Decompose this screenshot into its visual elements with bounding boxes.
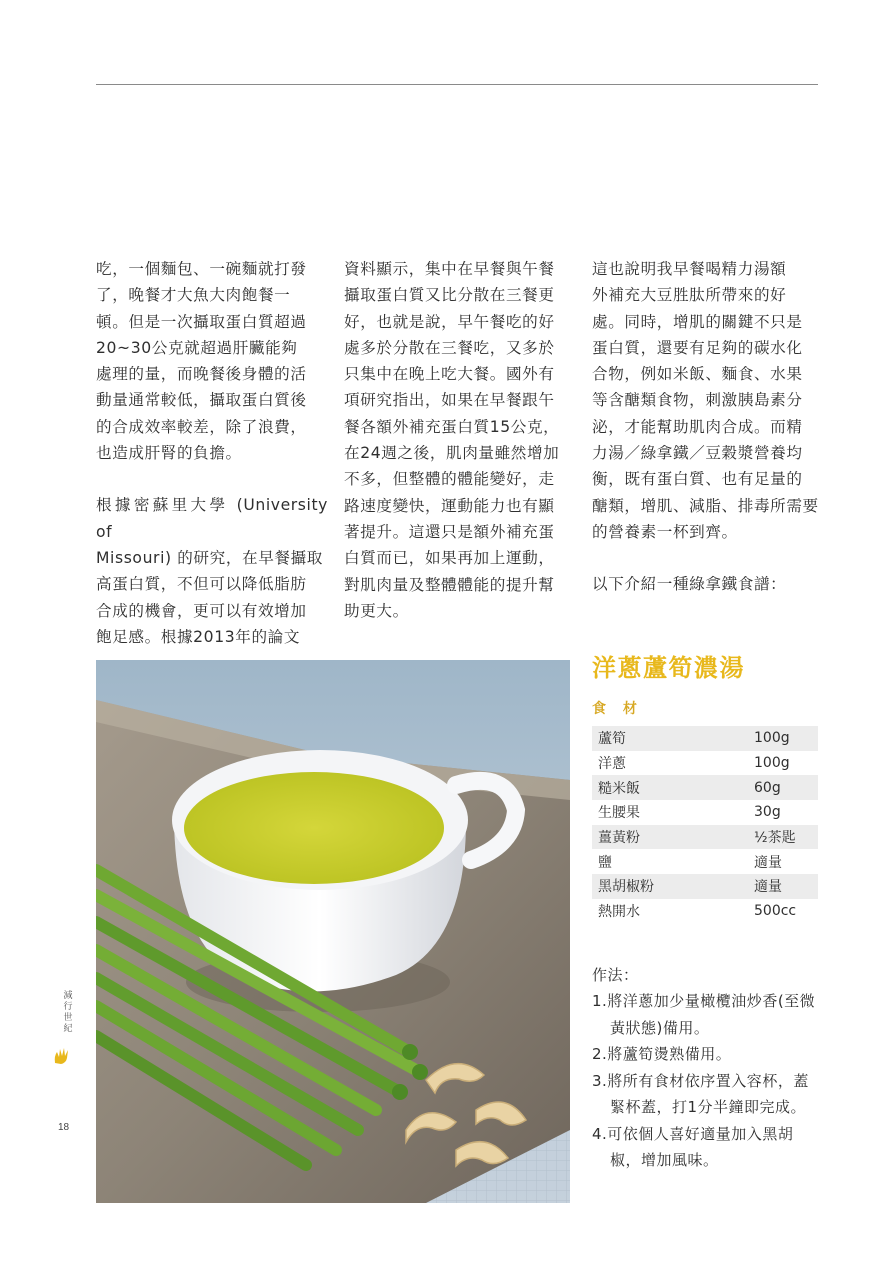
- paragraph: 資料顯示，集中在早餐與午餐 攝取蛋白質又比分散在三餐更 好，也就是說，早午餐吃的好 處多於分散在三餐吃，又多於 只集中在晚上吃大餐。國外有 項研究指出，如果在早餐跟午 餐各額外補充蛋白質15公克， 在24週之後，肌肉量雖然增加 不多，但整體的體能變好，走 路速度變快，運動能力也有顯 著提升。這還只是額外補充蛋 白質而已，如果再加上運動， 對肌肉量及整體體能的提升幫 助更大。: [344, 260, 560, 620]
- ingredient-amount: 適量: [754, 854, 782, 871]
- ingredient-name: 熱開水: [598, 904, 640, 921]
- recipe-panel: [592, 648, 820, 1174]
- method-step: 3.將所有食材依序置入容杯，蓋緊杯蓋，打1分半鐘即完成。: [592, 1071, 809, 1116]
- ingredient-amount: 100g: [754, 755, 790, 772]
- table-row: [592, 800, 818, 825]
- paragraph: 吃，一個麵包、一碗麵就打發 了，晚餐才大魚大肉飽餐一 頓。但是一次攝取蛋白質超過 20~30公克就超過肝臟能夠 處理的量，而晚餐後身體的活 動量通常較低，攝取蛋白質後 的合成效率較差，除了浪費， 也造成肝腎的負擔。: [96, 260, 307, 463]
- method-section: [592, 962, 820, 1174]
- ingredient-name: 蘆筍: [598, 731, 626, 748]
- hand-icon: [52, 1046, 72, 1066]
- method-step: 4.可依個人喜好適量加入黑胡椒，增加風味。: [592, 1124, 794, 1169]
- ingredient-name: 薑黃粉: [598, 830, 640, 847]
- text-column-2: [344, 256, 576, 624]
- method-step: 1.將洋蔥加少量橄欖油炒香(至微黃狀態)備用。: [592, 992, 816, 1037]
- side-title: 減行世紀: [61, 990, 72, 1034]
- recipe-title: 洋蔥蘆筍濃湯: [592, 654, 745, 682]
- text-column-1: [96, 256, 328, 650]
- table-row: [592, 874, 818, 899]
- paragraph: 以下介紹一種綠拿鐵食譜：: [592, 575, 787, 594]
- text-column-3: [592, 256, 824, 598]
- ingredients-heading: 食 材: [592, 701, 643, 717]
- ingredients-table: [592, 726, 818, 924]
- ingredient-amount: 60g: [754, 779, 781, 796]
- side-marker: [52, 990, 82, 1066]
- table-row: [592, 899, 818, 924]
- table-row: [592, 825, 818, 850]
- ingredient-name: 洋蔥: [598, 756, 626, 773]
- ingredient-amount: 適量: [754, 879, 782, 896]
- ingredient-amount: 100g: [754, 730, 790, 747]
- paragraph: 根據密蘇里大學 (University of Missouri) 的研究，在早餐攝取 高蛋白質，不但可以降低脂肪 合成的機會，更可以有效增加 飽足感。根據2013年的論文: [96, 496, 328, 646]
- ingredient-name: 黑胡椒粉: [598, 879, 654, 896]
- table-row: [592, 751, 818, 776]
- table-row: [592, 849, 818, 874]
- ingredient-amount: 30g: [754, 804, 781, 821]
- method-step: 2.將蘆筍燙熟備用。: [592, 1045, 732, 1063]
- ingredient-amount: ½茶匙: [754, 830, 796, 847]
- table-row: [592, 775, 818, 800]
- ingredient-name: 糙米飯: [598, 780, 640, 797]
- soup-photo: [96, 660, 570, 1203]
- ingredient-name: 生腰果: [598, 805, 640, 822]
- method-heading: 作法：: [592, 965, 639, 984]
- ingredient-name: 鹽: [598, 854, 612, 871]
- header-rule: [96, 84, 818, 85]
- paragraph: 這也說明我早餐喝精力湯額 外補充大豆胜肽所帶來的好 處。同時，增肌的關鍵不只是 蛋白質，還要有足夠的碳水化 合物，例如米飯、麵食、水果 等含醣類食物，刺激胰島素分 泌，才能幫助肌肉合成。而精 力湯／綠拿鐵／豆穀漿營養均 衡，既有蛋白質、也有足量的 醣類，增肌、減脂、排毒所需要 的營養素一杯到齊。: [592, 260, 819, 541]
- ingredient-amount: 500cc: [754, 903, 797, 920]
- page-number: 18: [58, 1122, 70, 1133]
- table-row: [592, 726, 818, 751]
